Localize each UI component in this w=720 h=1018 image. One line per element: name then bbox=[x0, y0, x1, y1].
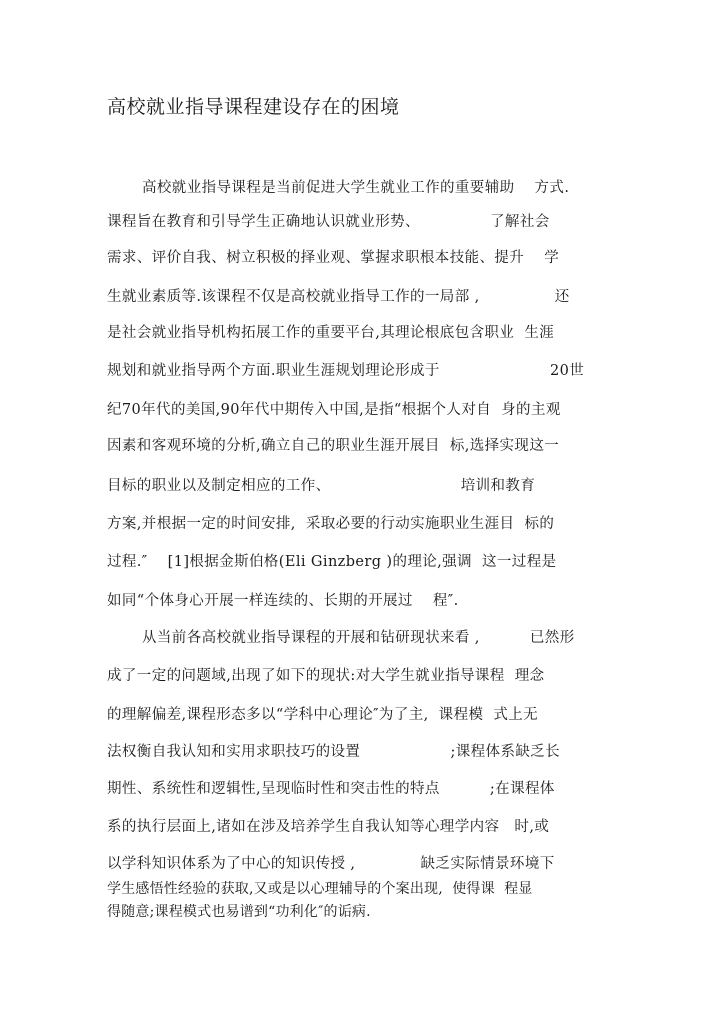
paragraph-line: 法权衡自我认知和实用求职技巧的设置 ;课程体系缺乏长 bbox=[107, 744, 561, 760]
paragraph-line: 方案,并根据一定的时间安排, 采取必要的行动实施职业生涯目 标的 bbox=[107, 516, 555, 532]
paragraph-line: 高校就业指导课程是当前促进大学生就业工作的重要辅助 方式. bbox=[142, 180, 570, 196]
paragraph-line: 得随意;课程模式也易谱到“功利化″的诟病. bbox=[107, 904, 371, 920]
paragraph-line: 期性、系统性和逻辑性,呈现临时性和突击性的特点 ;在课程体 bbox=[107, 781, 555, 797]
paragraph-line: 是社会就业指导机构拓展工作的重要平台,其理论根底包含职业 生涯 bbox=[107, 325, 555, 341]
paragraph-line: 需求、评价自我、树立积极的择业观、掌握求职根本技能、提升 学 bbox=[107, 250, 560, 266]
paragraph-line: 以学科知识体系为了中心的知识传授 , 缺乏实际情景环境下 bbox=[107, 856, 555, 872]
paragraph-line: 规划和就业指导两个方面.职业生涯规划理论形成于 20世 bbox=[107, 363, 585, 379]
paragraph-line: 从当前各高校就业指导课程的开展和钻研现状来看 , 已然形 bbox=[142, 630, 575, 646]
paragraph-line: 生就业素质等.该课程不仅是高校就业指导工作的一局部 , 还 bbox=[107, 289, 570, 305]
paragraph-line: 过程.″ [1]根据金斯伯格(Eli Ginzberg )的理论,强调 这一过程是 bbox=[107, 554, 557, 570]
paragraph-line: 系的执行层面上,诸如在涉及培养学生自我认知等心理学内容 时,或 bbox=[107, 819, 550, 835]
paragraph-line: 的理解偏差,课程形态多以“学科中心理论″为了主, 课程模 式上无 bbox=[107, 707, 539, 723]
paragraph-line: 成了一定的问题域,出现了如下的现状:对大学生就业指导课程 理念 bbox=[107, 668, 545, 684]
document-title: 高校就业指导课程建设存在的困境 bbox=[107, 96, 400, 118]
paragraph-line: 如同“个体身心开展一样连续的、长期的开展过 程″. bbox=[107, 593, 459, 609]
paragraph-line: 课程旨在教育和引导学生正确地认识就业形势、 了解社会 bbox=[107, 214, 550, 230]
paragraph-line: 目标的职业以及制定相应的工作、 培训和教育 bbox=[107, 478, 536, 494]
paragraph-line: 学生感悟性经验的获取,又或是以心理辅导的个案出现, 使得课 程显 bbox=[107, 881, 533, 897]
paragraph-line: 因素和客观环境的分析,确立自己的职业生涯开展目 标,选择实现这一 bbox=[107, 438, 560, 454]
paragraph-line: 纪70年代的美国,90年代中期传入中国,是指“根据个人对自 身的主观 bbox=[107, 402, 561, 418]
